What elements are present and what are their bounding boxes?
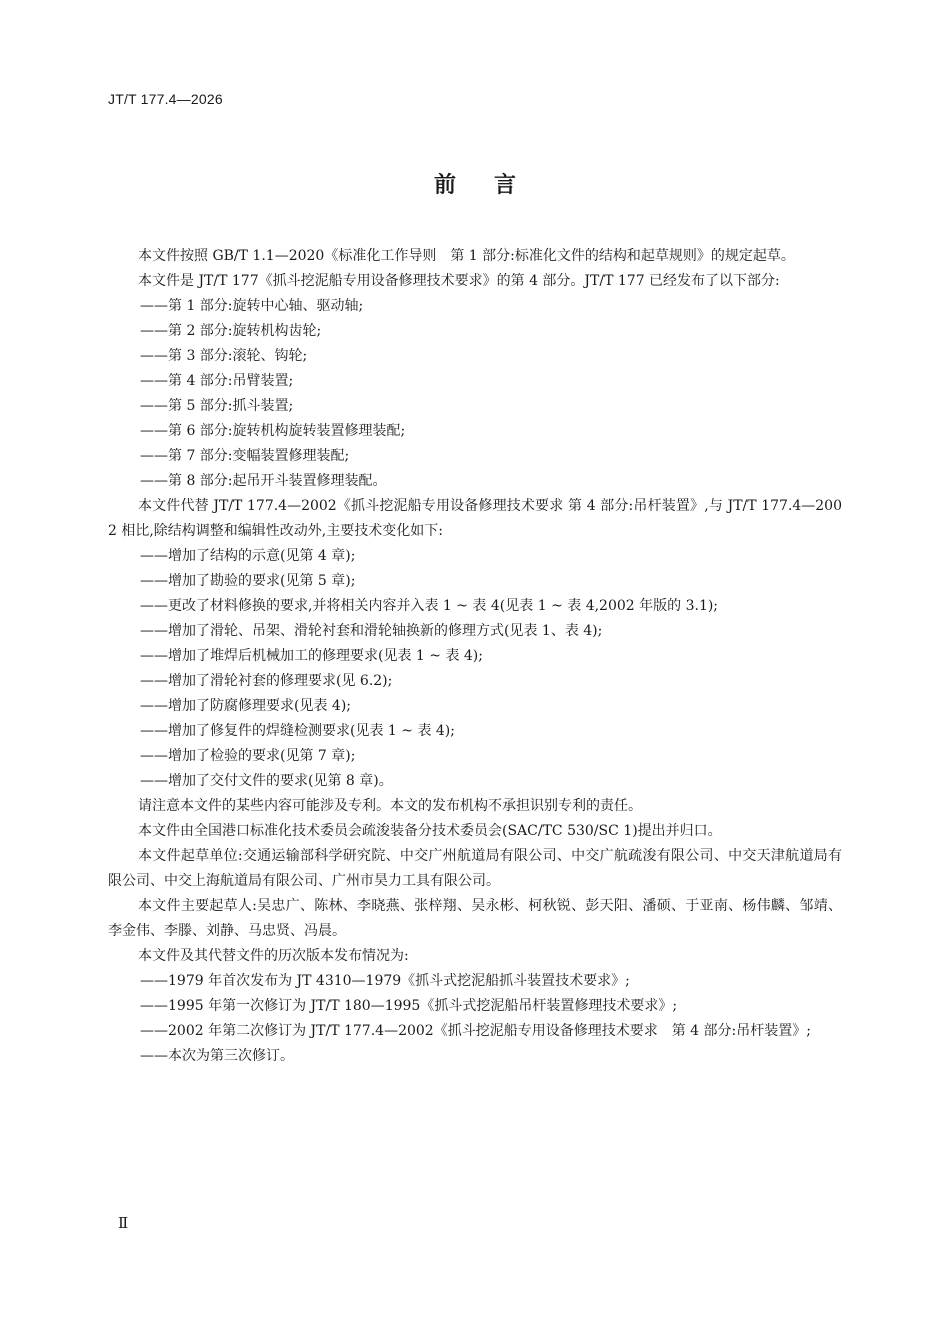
list-item: ——第 6 部分:旋转机构旋转装置修理装配; — [140, 423, 406, 439]
list-item: ——增加了堆焊后机械加工的修理要求(见表 1 ~ 表 4); — [140, 648, 483, 664]
list-item: ——本次为第三次修订。 — [140, 1048, 294, 1064]
page-title: 前言 — [433, 173, 554, 198]
list-item: ——增加了滑轮、吊架、滑轮衬套和滑轮轴换新的修理方式(见表 1、表 4); — [140, 623, 603, 639]
list-item: ——第 2 部分:旋转机构齿轮; — [140, 323, 322, 339]
paragraph: 本文件是 JT/T 177《抓斗挖泥船专用设备修理技术要求》的第 4 部分。JT/T 177 已经发布了以下部分: — [138, 273, 780, 289]
foreword-body — [108, 244, 842, 1069]
list-item: ——增加了勘验的要求(见第 5 章); — [140, 573, 356, 589]
paragraph: 本文件代替 JT/T 177.4—2002《抓斗挖泥船专用设备修理技术要求 第 4 部分:吊杆装置》,与 JT/T 177.4—2002 相比,除结构调整和编辑性改动外,主要技术变化如下: — [108, 498, 842, 539]
list-item: ——增加了检验的要求(见第 7 章); — [140, 748, 356, 764]
list-item: ——2002 年第二次修订为 JT/T 177.4—2002《抓斗挖泥船专用设备修理技术要求 第 4 部分:吊杆装置》; — [140, 1023, 811, 1039]
list-item: ——1979 年首次发布为 JT 4310—1979《抓斗式挖泥船抓斗装置技术要求》; — [140, 973, 630, 989]
list-item: ——第 1 部分:旋转中心轴、驱动轴; — [140, 298, 364, 314]
document-code: JT/T 177.4—2026 — [108, 91, 223, 107]
list-item: ——1995 年第一次修订为 JT/T 180—1995《抓斗式挖泥船吊杆装置修理技术要求》; — [140, 998, 678, 1014]
paragraph: 本文件主要起草人:吴忠广、陈林、李晓燕、张梓翔、吴永彬、柯秋锐、彭天阳、潘硕、于亚南、杨伟麟、邹靖、李金伟、李滕、刘静、马忠贤、冯晨。 — [108, 898, 842, 939]
list-item: ——增加了交付文件的要求(见第 8 章)。 — [140, 773, 393, 789]
list-item: ——第 8 部分:起吊开斗装置修理装配。 — [140, 473, 387, 489]
paragraph: 本文件由全国港口标准化技术委员会疏浚装备分技术委员会(SAC/TC 530/SC 1)提出并归口。 — [138, 823, 722, 839]
list-item: ——增加了修复件的焊缝检测要求(见表 1 ~ 表 4); — [140, 723, 455, 739]
list-item: ——增加了滑轮衬套的修理要求(见 6.2); — [140, 673, 393, 689]
list-item: ——第 3 部分:滚轮、钩轮; — [140, 348, 308, 364]
page-number: Ⅱ — [118, 1214, 129, 1232]
list-item: ——更改了材料修换的要求,并将相关内容并入表 1 ~ 表 4(见表 1 ~ 表 4,2002 年版的 3.1); — [140, 598, 719, 614]
list-item: ——第 5 部分:抓斗装置; — [140, 398, 294, 414]
paragraph: 请注意本文件的某些内容可能涉及专利。本文的发布机构不承担识别专利的责任。 — [138, 798, 642, 814]
list-item: ——增加了防腐修理要求(见表 4); — [140, 698, 351, 714]
paragraph: 本文件起草单位:交通运输部科学研究院、中交广州航道局有限公司、中交广航疏浚有限公司、中交天津航道局有限公司、中交上海航道局有限公司、广州市昊力工具有限公司。 — [108, 848, 842, 889]
list-item: ——第 7 部分:变幅装置修理装配; — [140, 448, 350, 464]
paragraph: 本文件按照 GB/T 1.1—2020《标准化工作导则 第 1 部分:标准化文件的结构和起草规则》的规定起草。 — [138, 248, 795, 264]
list-item: ——第 4 部分:吊臂装置; — [140, 373, 294, 389]
list-item: ——增加了结构的示意(见第 4 章); — [140, 548, 356, 564]
paragraph: 本文件及其代替文件的历次版本发布情况为: — [138, 948, 409, 964]
